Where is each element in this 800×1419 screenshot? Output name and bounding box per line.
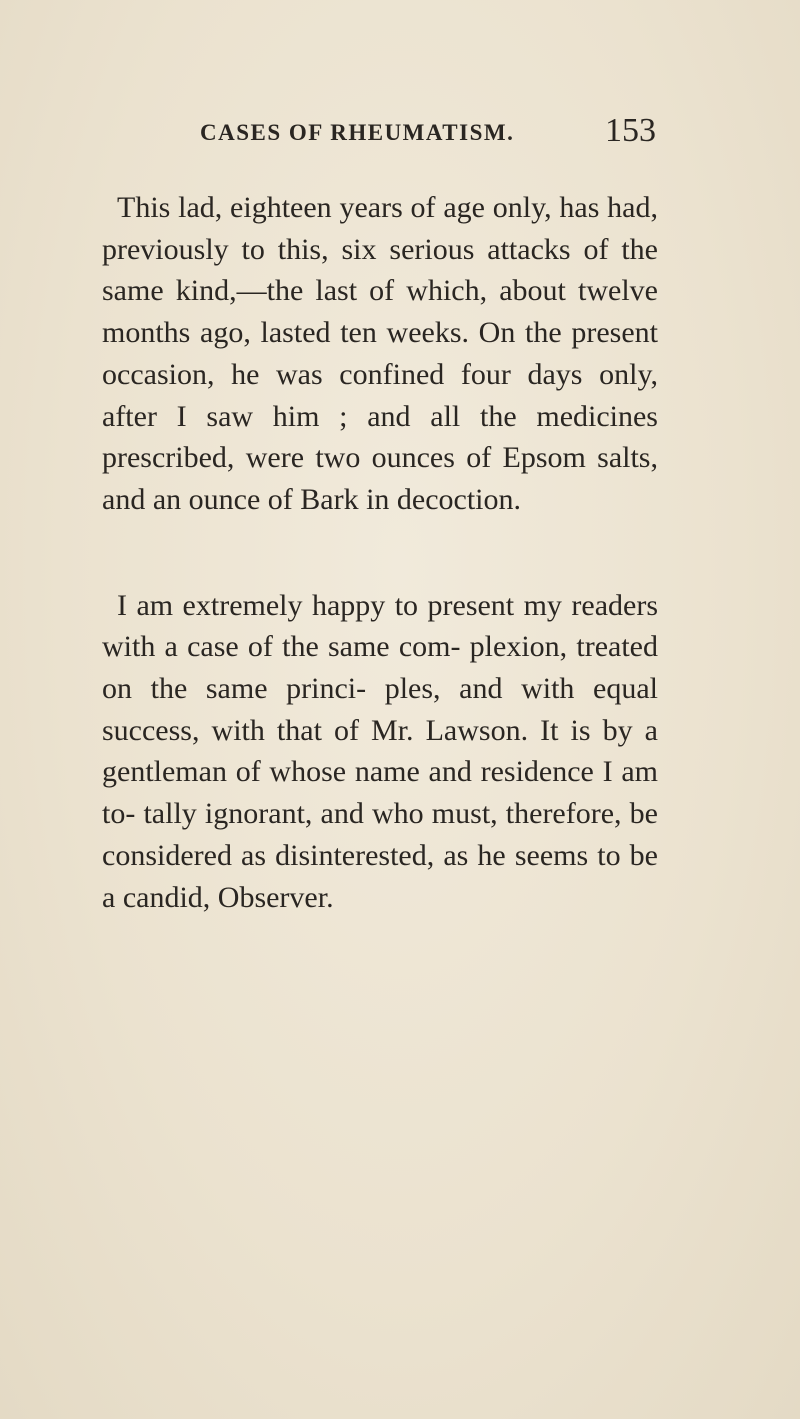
- body-text: [102, 187, 658, 918]
- running-title: CASES OF RHEUMATISM.: [200, 120, 515, 145]
- paragraph: This lad, eighteen years of age only, has had, previously to this, six serious attacks of the same kind,—the last of which, about twelve months ago, lasted ten weeks. On the present occasion, he was confined four days only, after I saw him ; and all the medicines prescribed, were two ounces of Epsom salts, and an ounce of Bark in decoction.: [102, 191, 658, 516]
- paragraph: I am extremely happy to present my readers with a case of the same com- plexion, treated on the same princi- ples, and with equal success, with that of Mr. Lawson. It is by a gentleman of whose name and residence I am to- tally ignorant, and who must, therefore, be considered as disinterested, as he seems to be a candid, Observer.: [102, 588, 658, 914]
- page-number: 153: [605, 112, 656, 149]
- running-head: [200, 112, 656, 162]
